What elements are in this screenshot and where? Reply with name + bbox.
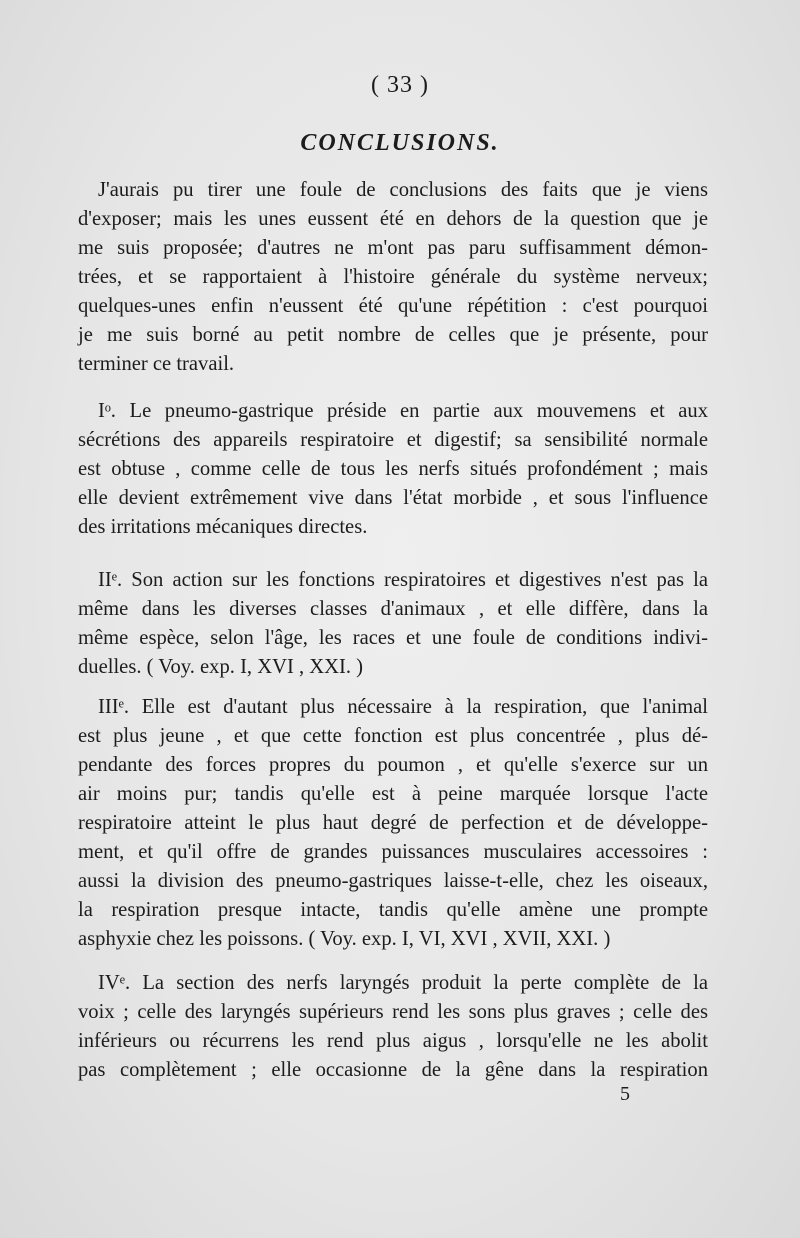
text-line: asphyxie chez les poissons. ( Voy. exp. I, VI, XVI , XVII, XXI. ) xyxy=(78,928,611,950)
text-line: aussi la division des pneumo-gastriques laisse-t-elle, chez les oiseaux, xyxy=(78,870,708,892)
text-line: Iᵒ. Le pneumo-gastrique préside en partie aux mouvemens et aux xyxy=(98,400,708,422)
paragraph-intro xyxy=(78,176,708,379)
paragraph-conclusion-1 xyxy=(78,397,708,542)
text-line: je me suis borné au petit nombre de celles que je présente, pour xyxy=(78,324,708,346)
signature-mark: 5 xyxy=(620,1083,630,1105)
text-line: la respiration presque intacte, tandis qu'elle amène une prompte xyxy=(78,899,708,921)
text-line: respiratoire atteint le plus haut degré de perfection et de développe- xyxy=(78,812,708,834)
text-line: inférieurs ou récurrens les rend plus aigus , lorsqu'elle ne les abolit xyxy=(78,1030,708,1052)
paragraph-conclusion-4 xyxy=(78,969,708,1085)
text-line: terminer ce travail. xyxy=(78,353,235,375)
text-line: voix ; celle des laryngés supérieurs rend les sons plus graves ; celle des xyxy=(78,1001,708,1023)
text-line: est obtuse , comme celle de tous les nerfs situés profondément ; mais xyxy=(78,458,708,480)
text-line: ment, et qu'il offre de grandes puissances musculaires accessoires : xyxy=(78,841,708,863)
bleed-through-text xyxy=(90,108,730,131)
text-line: est plus jeune , et que cette fonction est plus concentrée , plus dé- xyxy=(78,725,708,747)
text-line: air moins pur; tandis qu'elle est à peine marquée lorsque l'acte xyxy=(78,783,708,805)
section-heading: CONCLUSIONS. xyxy=(300,130,500,156)
text-line: même dans les diverses classes d'animaux , et elle diffère, dans la xyxy=(78,598,708,620)
text-line: même espèce, selon l'âge, les races et une foule de conditions indivi- xyxy=(78,627,708,649)
text-line: sécrétions des appareils respiratoire et digestif; sa sensibilité normale xyxy=(78,429,708,451)
text-line: pendante des forces propres du poumon , et qu'elle s'exerce sur un xyxy=(78,754,708,776)
text-line: IVᵉ. La section des nerfs laryngés produit la perte complète de la xyxy=(98,972,708,994)
paragraph-conclusion-2 xyxy=(78,566,708,682)
text-line: me suis proposée; d'autres ne m'ont pas paru suffisamment démon- xyxy=(78,237,708,259)
page-number: ( 33 ) xyxy=(371,72,429,98)
paragraph-conclusion-3 xyxy=(78,693,708,954)
text-line: elle devient extrêmement vive dans l'état morbide , et sous l'influence xyxy=(78,487,708,509)
text-line: IIᵉ. Son action sur les fonctions respiratoires et digestives n'est pas la xyxy=(98,569,708,591)
text-line: trées, et se rapportaient à l'histoire générale du système nerveux; xyxy=(78,266,708,288)
text-line: quelques-unes enfin n'eussent été qu'une répétition : c'est pourquoi xyxy=(78,295,708,317)
text-line: IIIᵉ. Elle est d'autant plus nécessaire à la respiration, que l'animal xyxy=(98,696,708,718)
text-line: duelles. ( Voy. exp. I, XVI , XXI. ) xyxy=(78,656,364,678)
text-line: pas complètement ; elle occasionne de la gêne dans la respiration xyxy=(78,1059,708,1081)
text-line: J'aurais pu tirer une foule de conclusions des faits que je viens xyxy=(98,179,708,201)
text-line: des irritations mécaniques directes. xyxy=(78,516,368,538)
text-line: d'exposer; mais les unes eussent été en dehors de la question que je xyxy=(78,208,708,230)
